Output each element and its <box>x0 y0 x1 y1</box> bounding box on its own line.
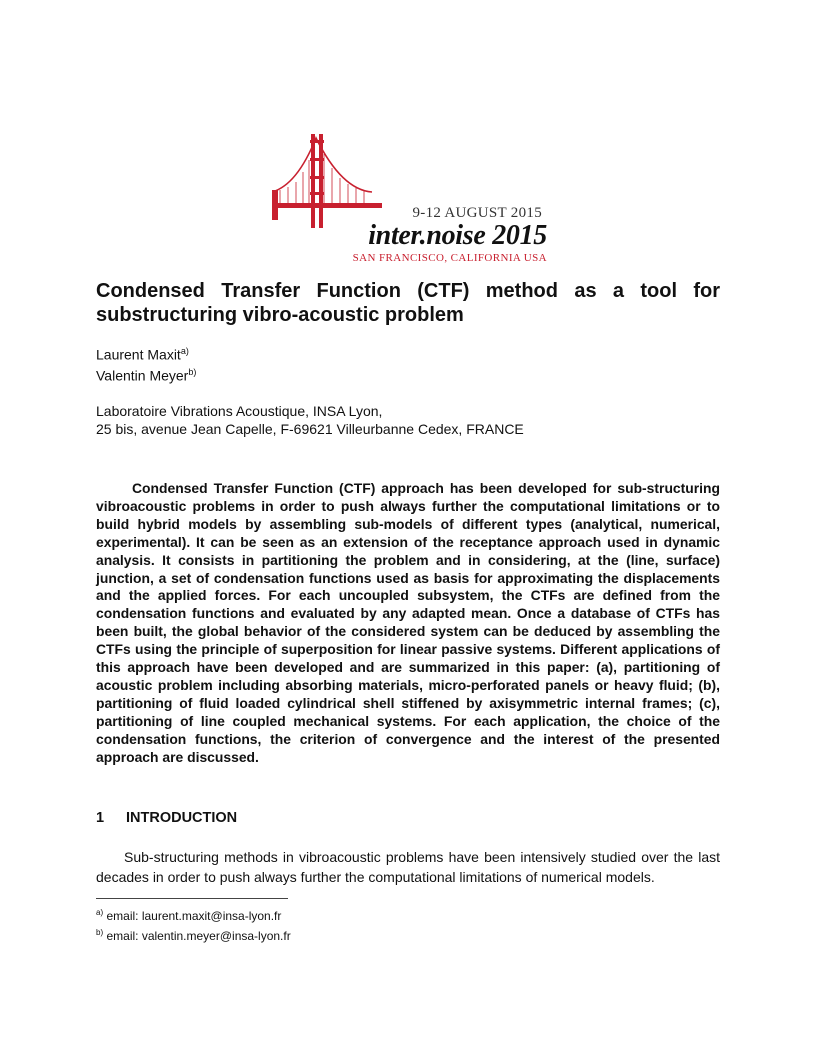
paper-title <box>96 279 720 327</box>
conference-location: SAN FRANCISCO, CALIFORNIA USA <box>352 252 547 264</box>
title-line-2: substructuring vibro-acoustic problem <box>96 304 464 326</box>
author-mark: b) <box>188 366 197 377</box>
footnote-rule <box>96 898 288 899</box>
intro-paragraph: Sub-structuring methods in vibroacoustic problems have been intensively studied over the last decades in order to push always further the computational limitations of numerical models. <box>96 849 720 885</box>
author-name: Valentin Meyer <box>96 367 189 384</box>
title-line-1: Condensed Transfer Function (CTF) method as a tool for <box>96 280 720 302</box>
footnote-text: email: valentin.meyer@insa-lyon.fr <box>106 928 291 943</box>
conference-name: inter.noise 2015 <box>368 220 547 251</box>
author <box>96 364 196 385</box>
abstract: Condensed Transfer Function (CTF) approach has been developed for sub-structuring vibroacoustic problems in order to push always further the computational limitations or to build hybrid models by assembling sub-models of different types (analytical, numerical, experimental). It can be seen as an extension of the receptance approach used in dynamic analysis. It consists in partitioning the problem and in considering, at the (line, surface) junction, a set of condensation functions used as basis for approximating the displacements and the applied forces. For each uncoupled subsystem, the CTFs are defined from the condensation functions and evaluated by any adapted mean. Once a database of CTFs has been built, the global behavior of the considered system can be deduced by assembling the CTFs using the principle of superposition for linear passive systems. Different applications of this approach have been developed and are summarized in this paper: (a), partitioning of acoustic problem including absorbing materials, micro-perforated panels or heavy fluid; (b), partitioning of fluid loaded cylindrical shell stiffened by axisymmetric internal frames; (c), partitioning of line coupled mechanical systems. For each application, the choice of the condensation functions, the criterion of convergence and the interest of the presented approach are discussed. <box>96 480 720 765</box>
affiliation-line-1: Laboratoire Vibrations Acoustique, INSA Lyon, <box>96 403 383 419</box>
footnote-text: email: laurent.maxit@insa-lyon.fr <box>106 909 282 923</box>
section-title: INTRODUCTION <box>126 810 238 826</box>
footnote <box>96 925 291 945</box>
author-list <box>96 343 196 384</box>
author-mark: a) <box>180 346 189 356</box>
affiliation-line-2: 25 bis, avenue Jean Capelle, F-69621 Villeurbanne Cedex, FRANCE <box>96 421 524 437</box>
affiliation <box>96 402 524 438</box>
author <box>96 343 196 364</box>
section-heading <box>96 810 237 826</box>
author-name: Laurent Maxit <box>96 346 181 363</box>
conference-date: 9-12 AUGUST 2015 <box>412 205 542 221</box>
footnote-mark: b) <box>96 927 104 937</box>
footnotes <box>96 905 291 944</box>
conference-logo <box>272 130 548 266</box>
footnote <box>96 905 291 925</box>
golden-gate-bridge-icon <box>272 130 412 230</box>
section-number: 1 <box>96 810 105 826</box>
footnote-mark: a) <box>96 908 104 917</box>
